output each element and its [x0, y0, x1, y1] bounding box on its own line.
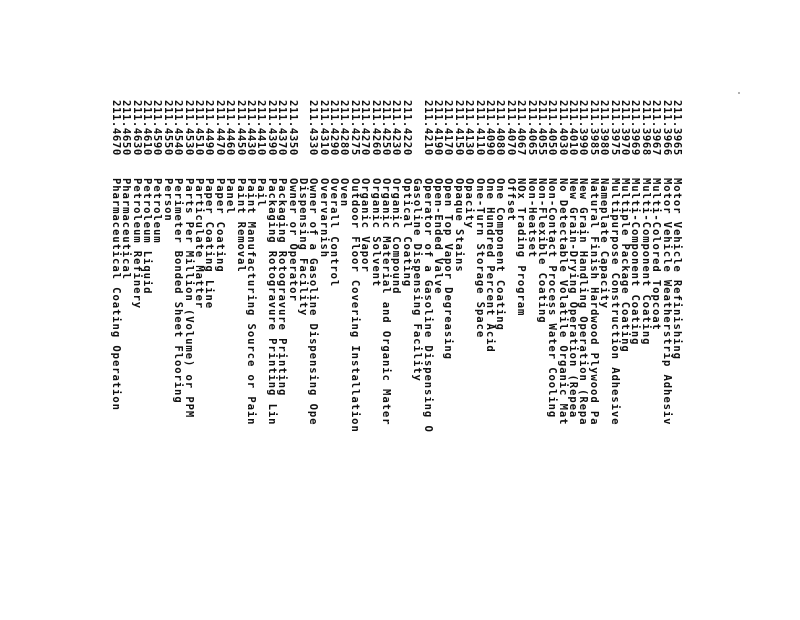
section-title: Packaging Rotogravure Printing Lin — [265, 178, 278, 426]
section-title: One Component Coating — [494, 178, 507, 331]
listing-row — [620, 100, 630, 620]
section-number: 211.3990 — [577, 100, 590, 156]
section-title: Open-Ended Valve — [432, 178, 445, 295]
section-title: New Grain Handling Operation (Repa — [577, 178, 590, 426]
section-number: 211.4370 — [276, 100, 289, 156]
section-number: 211.4150 — [452, 100, 465, 156]
section-title: Nameplate Capacity — [598, 178, 611, 310]
section-number: 211.4080 — [494, 100, 507, 156]
section-number: 211.3970 — [619, 100, 632, 156]
section-number: 211.4190 — [432, 100, 445, 156]
listing-row — [235, 100, 245, 620]
section-number: 211.4067 — [515, 100, 528, 156]
listing-row — [568, 100, 578, 620]
section-title: Opaque Stains — [452, 178, 465, 273]
section-number: 211.4310 — [317, 100, 330, 156]
listing-row — [329, 100, 339, 620]
section-number: 211.4650 — [120, 100, 133, 156]
section-title: Non-Contact Process Water Cooling — [546, 178, 559, 419]
section-title: Paint Manufacturing Source or Pain — [244, 178, 257, 426]
listing-row — [142, 100, 152, 620]
listing-row — [557, 100, 567, 620]
listing-row — [308, 100, 318, 620]
listing-row — [152, 100, 162, 620]
section-number: 211.4410 — [255, 100, 268, 156]
section-number: 211.4670 — [109, 100, 122, 156]
section-title: No Detectable Volatile Organic Mat — [556, 178, 569, 426]
section-number: 211.4170 — [442, 100, 455, 156]
listing-row — [630, 100, 640, 620]
section-number: 211.4450 — [234, 100, 247, 156]
section-title: Overall Control — [328, 178, 341, 288]
section-number: 211.4130 — [463, 100, 476, 156]
section-title: Outdoor Floor Covering Installation — [348, 178, 361, 433]
section-title: Organic Material and Organic Mater — [380, 178, 393, 426]
section-number: 211.4460 — [224, 100, 237, 156]
listing-row — [391, 100, 401, 620]
section-number: 211.4220 — [400, 100, 413, 156]
section-number: 211.4230 — [390, 100, 403, 156]
section-title: Packaging Rotogravure Printing — [276, 178, 289, 397]
section-number: 211.4470 — [213, 100, 226, 156]
section-title: Multipurpose Construction Adhesive — [608, 178, 621, 426]
listing-row — [339, 100, 349, 620]
section-number: 211.4030 — [556, 100, 569, 156]
section-number: 211.4270 — [359, 100, 372, 156]
listing-row — [162, 100, 172, 620]
listing-row — [246, 100, 256, 620]
section-number: 211.4065 — [525, 100, 538, 156]
listing-row — [547, 100, 557, 620]
section-title: NOx Trading Program — [515, 178, 528, 317]
section-title: Owner or Operator — [286, 178, 299, 302]
section-title: One-Turn Storage Space — [473, 178, 486, 339]
section-number: 211.4390 — [265, 100, 278, 156]
listing-row — [131, 100, 141, 620]
listing-row — [183, 100, 193, 620]
section-title: Operator of a Gasoline Dispensing O — [421, 178, 434, 433]
section-number: 211.4210 — [421, 100, 434, 156]
section-number: 211.4260 — [369, 100, 382, 156]
listing-row — [640, 100, 650, 620]
listing-row — [277, 100, 287, 620]
section-number: 211.4070 — [504, 100, 517, 156]
scan-speck — [738, 92, 740, 94]
section-title: Petroleum — [151, 178, 164, 244]
section-number: 211.4350 — [286, 100, 299, 156]
listing-row — [401, 100, 411, 620]
section-number: 211.4540 — [172, 100, 185, 156]
section-number: 211.3980 — [598, 100, 611, 156]
section-title: Motor Vehicle Refinishing — [671, 178, 683, 360]
section-title: Oven — [338, 178, 351, 208]
section-number: 211.4110 — [473, 100, 486, 156]
section-title: Non-Heatset — [525, 178, 538, 259]
section-number: 211.4530 — [182, 100, 195, 156]
section-title: Panel — [224, 178, 237, 215]
listing-row — [453, 100, 463, 620]
listing-row — [214, 100, 224, 620]
listing-row — [588, 100, 598, 620]
listing-row — [422, 100, 432, 620]
section-title: Paper Coating — [213, 178, 226, 273]
definitions-listing — [82, 100, 682, 620]
section-title: Paint Removal — [234, 178, 247, 273]
section-number: 211.3966 — [660, 100, 673, 156]
listing-row — [464, 100, 474, 620]
section-title: Non-Flexible Coating — [535, 178, 548, 324]
section-number: 211.4590 — [151, 100, 164, 156]
section-number: 211.3965 — [671, 100, 683, 156]
listing-row — [433, 100, 443, 620]
listing-row — [111, 100, 121, 620]
section-number: 211.4610 — [141, 100, 154, 156]
listing-row — [672, 100, 682, 620]
listing-row — [287, 100, 297, 620]
listing-row — [495, 100, 505, 620]
listing-row — [318, 100, 328, 620]
listing-row — [443, 100, 453, 620]
section-number: 211.4430 — [244, 100, 257, 156]
section-title: Multi-Colored Topcoat — [650, 178, 663, 331]
section-title: Optical Coating — [400, 178, 413, 288]
section-number — [412, 100, 422, 178]
section-title: Petroleum Liquid — [141, 178, 154, 295]
section-number: 211.4330 — [307, 100, 320, 156]
listing-row — [194, 100, 204, 620]
section-number: 211.4490 — [203, 100, 216, 156]
section-number: 211.4280 — [338, 100, 351, 156]
listing-row — [661, 100, 671, 620]
listing-subheading — [298, 100, 308, 620]
listing-row — [360, 100, 370, 620]
section-number: 211.4250 — [380, 100, 393, 156]
section-title: Petroleum Refinery — [130, 178, 143, 310]
section-title: Organic Vapor — [359, 178, 372, 273]
section-title: Organic Solvent — [369, 178, 382, 288]
section-title: Paper Coating Line — [203, 178, 216, 310]
listing-row — [505, 100, 515, 620]
section-number: 211.4630 — [130, 100, 143, 156]
listing-row — [121, 100, 131, 620]
section-number: 211.4275 — [348, 100, 361, 156]
listing-row — [609, 100, 619, 620]
section-title: Parts Per Million (Volume) or PPM — [182, 178, 195, 419]
section-title: Multiple Package Coating — [619, 178, 632, 353]
section-number: 211.4010 — [567, 100, 580, 156]
section-title: Particulate Matter — [193, 178, 206, 310]
listing-row — [537, 100, 547, 620]
section-number: 211.4290 — [328, 100, 341, 156]
section-title: Organic Compound — [390, 178, 403, 295]
section-title: Overvarnish — [317, 178, 330, 259]
section-title: Multi-Component Coating — [639, 178, 652, 346]
section-number: 211.4550 — [161, 100, 174, 156]
listing-row — [350, 100, 360, 620]
listing-row — [485, 100, 495, 620]
section-number: 211.3969 — [629, 100, 642, 156]
section-number: 211.3967 — [650, 100, 663, 156]
section-title: Natural Finish Hardwood Plywood Pa — [587, 178, 600, 426]
section-title: Multi-Component Coating — [629, 178, 642, 346]
listing-row — [381, 100, 391, 620]
section-number: 211.4090 — [483, 100, 496, 156]
section-title: Gasoline Dispensing Facility — [411, 178, 424, 382]
section-title: Offset — [504, 178, 517, 222]
listing-row — [474, 100, 484, 620]
listing-row — [599, 100, 609, 620]
section-title: Opacity — [463, 178, 476, 229]
section-title: Dispensing Facility — [296, 178, 309, 317]
section-title: Open Top Vapor Degreasing — [442, 178, 455, 360]
section-number: 211.3985 — [587, 100, 600, 156]
listing-row — [225, 100, 235, 620]
listing-row — [526, 100, 536, 620]
listing-row — [370, 100, 380, 620]
section-number: 211.4055 — [535, 100, 548, 156]
section-number — [298, 100, 308, 178]
listing-row — [578, 100, 588, 620]
listing-subheading — [412, 100, 422, 620]
section-title: Perimeter Bonded Sheet Flooring — [172, 178, 185, 404]
section-number: 211.3975 — [608, 100, 621, 156]
listing-row — [651, 100, 661, 620]
listing-row — [173, 100, 183, 620]
section-title: Pail — [255, 178, 268, 208]
listing-row — [516, 100, 526, 620]
section-number: 211.3968 — [639, 100, 652, 156]
section-number: 211.4050 — [546, 100, 559, 156]
listing-row — [204, 100, 214, 620]
section-title: New Grain-Drying Operation (Repea — [567, 178, 580, 419]
section-title: One Hundred Percent Acid — [483, 178, 496, 353]
section-title: Motor Vehicle Weatherstrip Adhesiv — [660, 178, 673, 426]
listing-row — [256, 100, 266, 620]
listing-row — [266, 100, 276, 620]
section-title: Pharmaceutical Coating Operation — [109, 178, 122, 411]
section-title: Owner of a Gasoline Dispensing Ope — [307, 178, 320, 426]
section-number: 211.4510 — [193, 100, 206, 156]
section-title: Pharmaceutical — [120, 178, 133, 280]
section-title: Person — [161, 178, 174, 222]
